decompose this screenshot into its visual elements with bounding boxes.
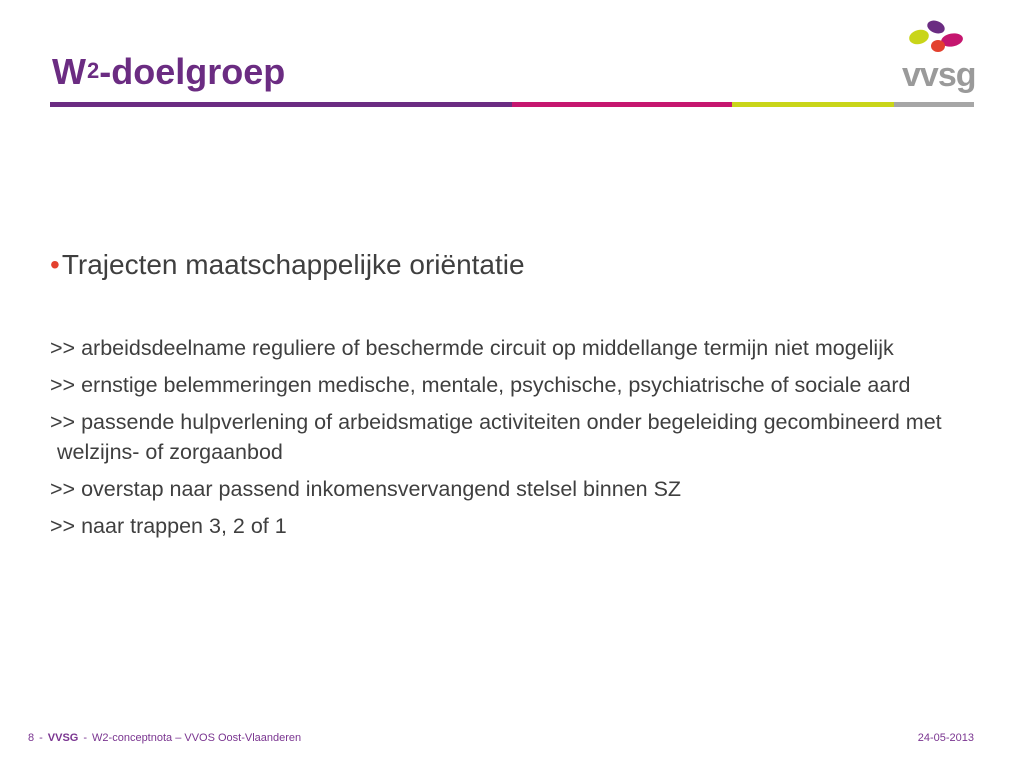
footer-date: 24-05-2013 [917,732,974,744]
title-rule-grey [894,102,974,107]
bullet-icon: • [50,249,60,280]
list-item: >> arbeidsdeelname reguliere of beschermde circuit op middellange termijn niet mogelijk [50,336,894,360]
vvsg-wordmark: vvsg [902,56,976,94]
criteria-list [50,333,980,541]
footer-document: W2-conceptnota – VVOS Oost-Vlaanderen [92,732,302,744]
footer [28,731,301,745]
title-rule-purple [50,102,512,107]
heading-text: Trajecten maatschappelijke oriëntatie [61,249,525,280]
list-item: >> overstap naar passend inkomensvervangend stelsel binnen SZ [50,477,682,501]
slide-content [50,248,980,548]
title-superscript: 2 [86,58,100,83]
title-main: W [52,51,86,92]
footer-separator: - [83,732,88,744]
slide-title [52,50,285,94]
footer-organization: VVSG [47,732,79,744]
title-rest: -doelgroep [99,51,286,92]
title-rule-lime [732,102,894,107]
list-item: >> naar trappen 3, 2 of 1 [50,514,287,538]
list-item: >> ernstige belemmeringen medische, mentale, psychische, psychiatrische of sociale aard [50,373,911,397]
content-heading [50,248,980,282]
list-item: >> passende hulpverlening of arbeidsmatige activiteiten onder begeleiding gecombineerd met welzijns- of zorgaanbod [50,410,942,464]
footer-separator: - [39,732,43,744]
title-rule-magenta [512,102,732,107]
page-number: 8 [28,732,35,744]
